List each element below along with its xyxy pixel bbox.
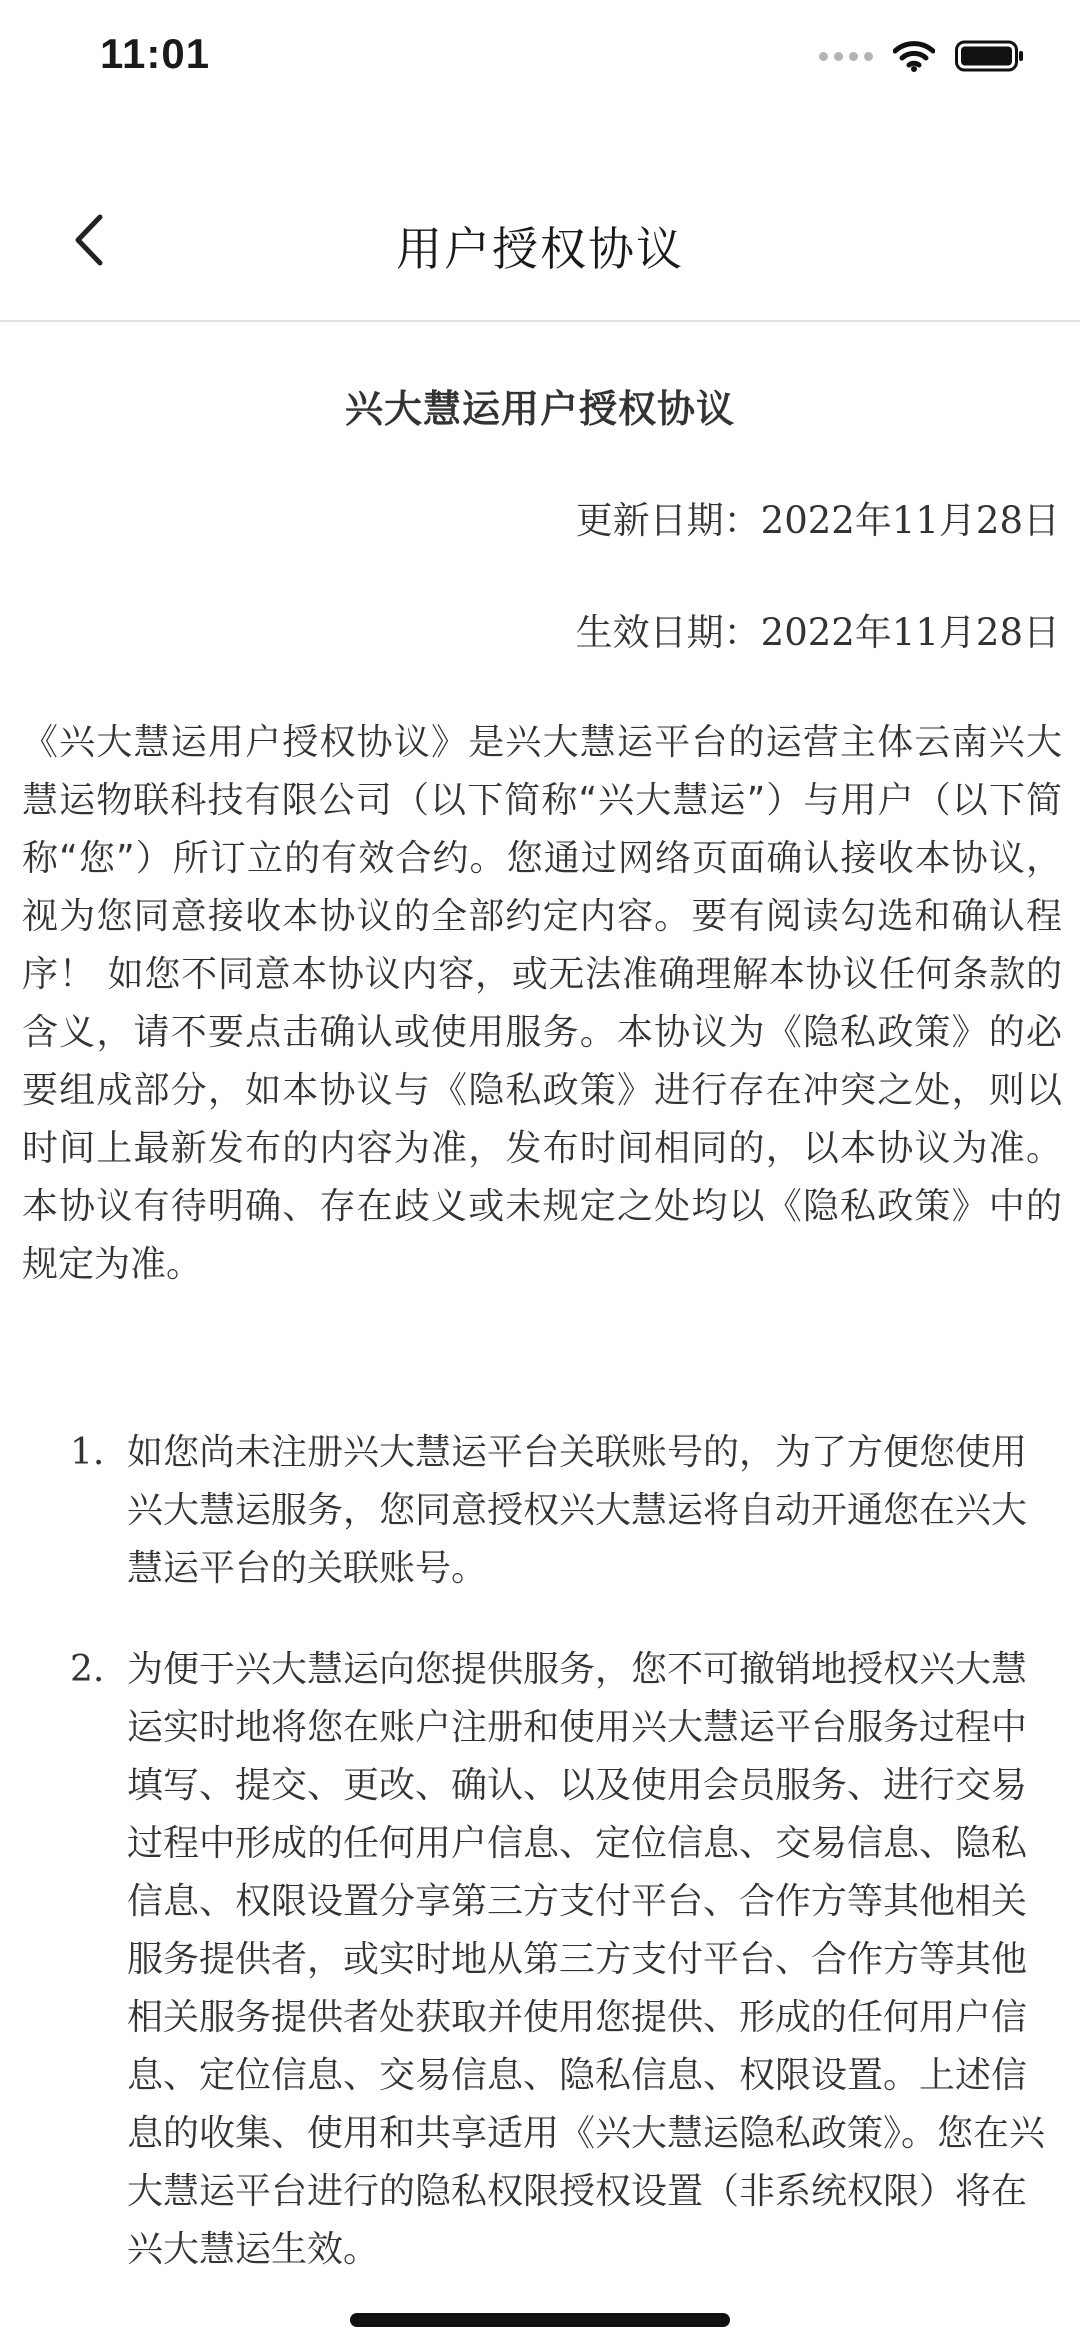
clause-item — [0, 1641, 1080, 2279]
navigation-bar — [0, 175, 1080, 322]
clause-text: 为便于兴大慧运向您提供服务，您不可撤销地授权兴大慧运实时地将您在账户注册和使用兴大慧运平台服务过程中填写、提交、更改、确认、以及使用会员服务、进行交易过程中形成的任何用户信息、定位信息、交易信息、隐私信息、权限设置分享第三方支付平台、合作方等其他相关服务提供者，或实时地从第三方支付平台、合作方等其他相关服务提供者处获取并使用您提供、形成的任何用户信息、定位信息、交易信息、隐私信息、权限设置。上述信息的收集、使用和共享适用《兴大慧运隐私政策》。您在兴大慧运平台进行的隐私权限授权设置（非系统权限）将在兴大慧运生效。 — [127, 1649, 1046, 2270]
wifi-icon — [893, 40, 935, 72]
home-indicator[interactable] — [350, 2313, 730, 2327]
effective-date: 生效日期：2022年11月28日 — [575, 611, 1060, 654]
status-time: 11:01 — [100, 30, 211, 77]
clause-list — [0, 1424, 1080, 2322]
clause-number: 1. — [70, 1432, 105, 1473]
cellular-signal-icon — [819, 52, 873, 61]
status-icons — [819, 40, 1025, 72]
updated-date: 更新日期：2022年11月28日 — [575, 499, 1060, 542]
status-bar — [0, 0, 1080, 120]
battery-icon — [955, 40, 1025, 72]
clause-item — [0, 1424, 1080, 1598]
document-title: 兴大慧运用户授权协议 — [344, 387, 735, 431]
page-title: 用户授权协议 — [396, 222, 684, 276]
clause-number: 2. — [70, 1649, 105, 1690]
intro-paragraph: 《兴大慧运用户授权协议》是兴大慧运平台的运营主体云南兴大慧运物联科技有限公司（以下简称“兴大慧运”）与用户（以下简称“您”）所订立的有效合约。您通过网络页面确认接收本协议，视为您同意接收本协议的全部约定内容。要有阅读勾选和确认程序！ 如您不同意本协议内容，或无法准确理解本协议任何条款的含义，请不要点击确认或使用服务。本协议为《隐私政策》的必要组成部分，如本协议与《隐私政策》进行存在冲突之处，则以时间上最新发布的内容为准，发布时间相同的，以本协议为准。本协议有待明确、存在歧义或未规定之处均以《隐私政策》中的规定为准。 — [22, 722, 1062, 1285]
clause-text: 如您尚未注册兴大慧运平台关联账号的，为了方便您使用兴大慧运服务，您同意授权兴大慧运将自动开通您在兴大慧运平台的关联账号。 — [127, 1432, 1028, 1589]
agreement-content[interactable] — [0, 322, 1080, 2337]
